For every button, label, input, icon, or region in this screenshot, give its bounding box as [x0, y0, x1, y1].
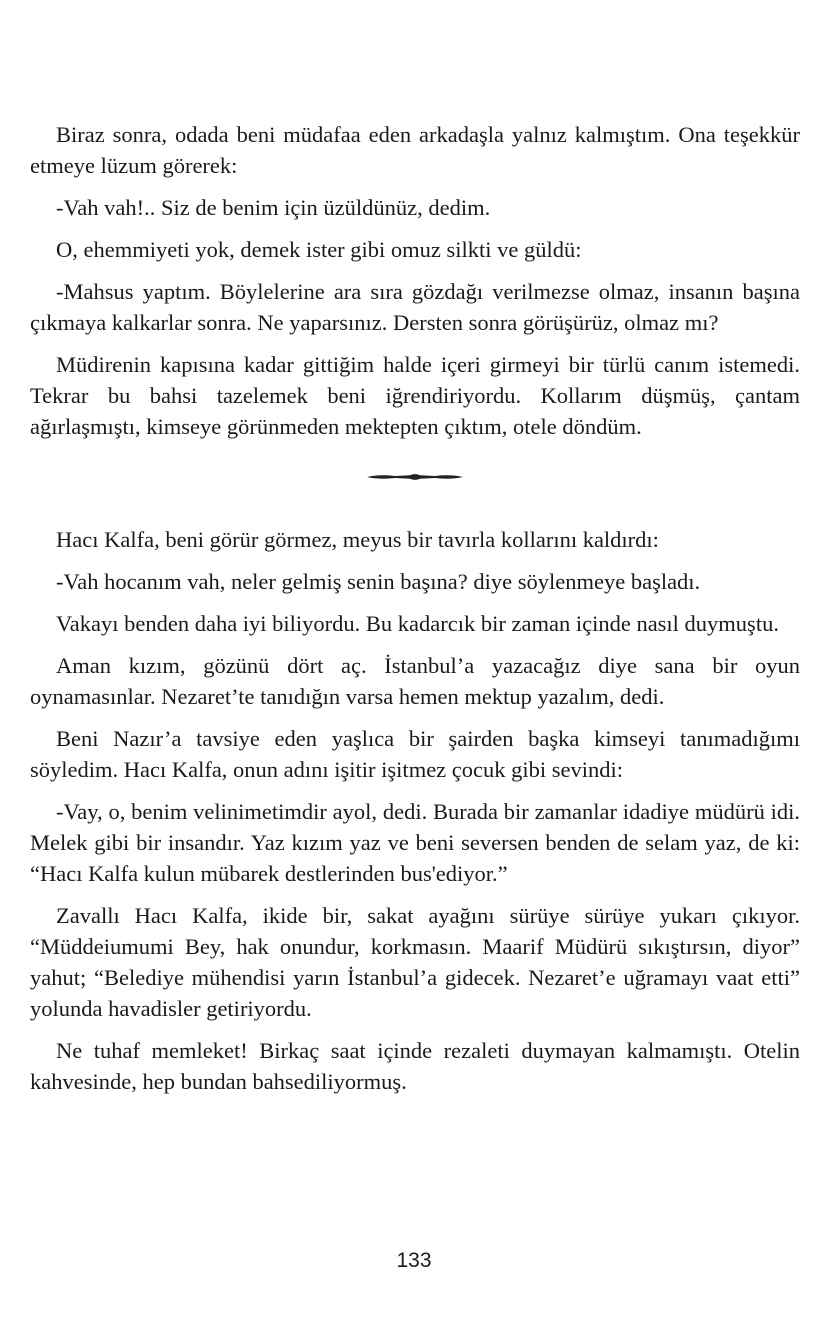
paragraph: O, ehemmiyeti yok, demek ister gibi omuz silkti ve güldü:	[56, 237, 582, 262]
paragraph: Hacı Kalfa, beni görür görmez, meyus bir tavırla kollarını kaldırdı:	[56, 527, 659, 552]
ornamental-dash-icon	[365, 472, 465, 482]
paragraph: Biraz sonra, odada beni müdafaa eden arkadaşla yalnız kalmıştım. Ona teşekkür etmeye lüzum görerek:	[30, 122, 800, 178]
paragraph: Vakayı benden daha iyi biliyordu. Bu kadarcık bir zaman içinde nasıl duymuştu.	[56, 611, 779, 636]
paragraph: -Vah hocanım vah, neler gelmiş senin başına? diye söylenmeye başladı.	[56, 569, 701, 594]
paragraph: -Mahsus yaptım. Böylelerine ara sıra gözdağı verilmezse olmaz, insanın başına çıkmaya kalkarlar sonra. Ne yaparsınız. Dersten sonra görüşürüz, olmaz mı?	[30, 279, 800, 335]
paragraph: Ne tuhaf memleket! Birkaç saat içinde rezaleti duymayan kalmamıştı. Otelin kahvesinde, hep bundan bahsediliyormuş.	[30, 1038, 800, 1094]
paragraph: Beni Nazır’a tavsiye eden yaşlıca bir şairden başka kimseyi tanımadığımı söyledim. Hacı Kalfa, onun adını işitir işitmez çocuk gibi sevindi:	[30, 726, 800, 782]
paragraph: -Vay, o, benim velinimetimdir ayol, dedi. Burada bir zamanlar idadiye müdürü idi. Melek gibi bir insandır. Yaz kızım yaz ve beni seversen benden de selam yaz, de ki: “Hacı Kalfa kulun mübarek destlerinden bus'ediyor.”	[30, 799, 800, 886]
paragraph: Zavallı Hacı Kalfa, ikide bir, sakat ayağını sürüye sürüye yukarı çıkıyor. “Müddeiumumi Bey, hak onundur, korkmasın. Maarif Müdürü sıkıştırsın, diyor” yahut; “Belediye mühendisi yarın İstanbul’a gidecek. Nezaret’e uğramayı vaat etti” yolunda havadisler getiriyordu.	[30, 903, 800, 1021]
paragraph: Aman kızım, gözünü dört aç. İstanbul’a yazacağız diye sana bir oyun oynamasınlar. Nezaret’te tanıdığın varsa hemen mektup yazalım, dedi.	[30, 653, 800, 709]
page-body	[30, 119, 800, 1108]
page-number: 133	[396, 1249, 432, 1272]
paragraph: Müdirenin kapısına kadar gittiğim halde içeri girmeyi bir türlü canım istemedi. Tekrar bu bahsi tazelemek beni iğrendiriyordu. Kollarım düşmüş, çantam ağırlaşmıştı, kimseye görünmeden mektepten çıktım, otele döndüm.	[30, 352, 800, 439]
paragraph: -Vah vah!.. Siz de benim için üzüldünüz, dedim.	[56, 195, 491, 220]
section-break	[30, 464, 800, 490]
